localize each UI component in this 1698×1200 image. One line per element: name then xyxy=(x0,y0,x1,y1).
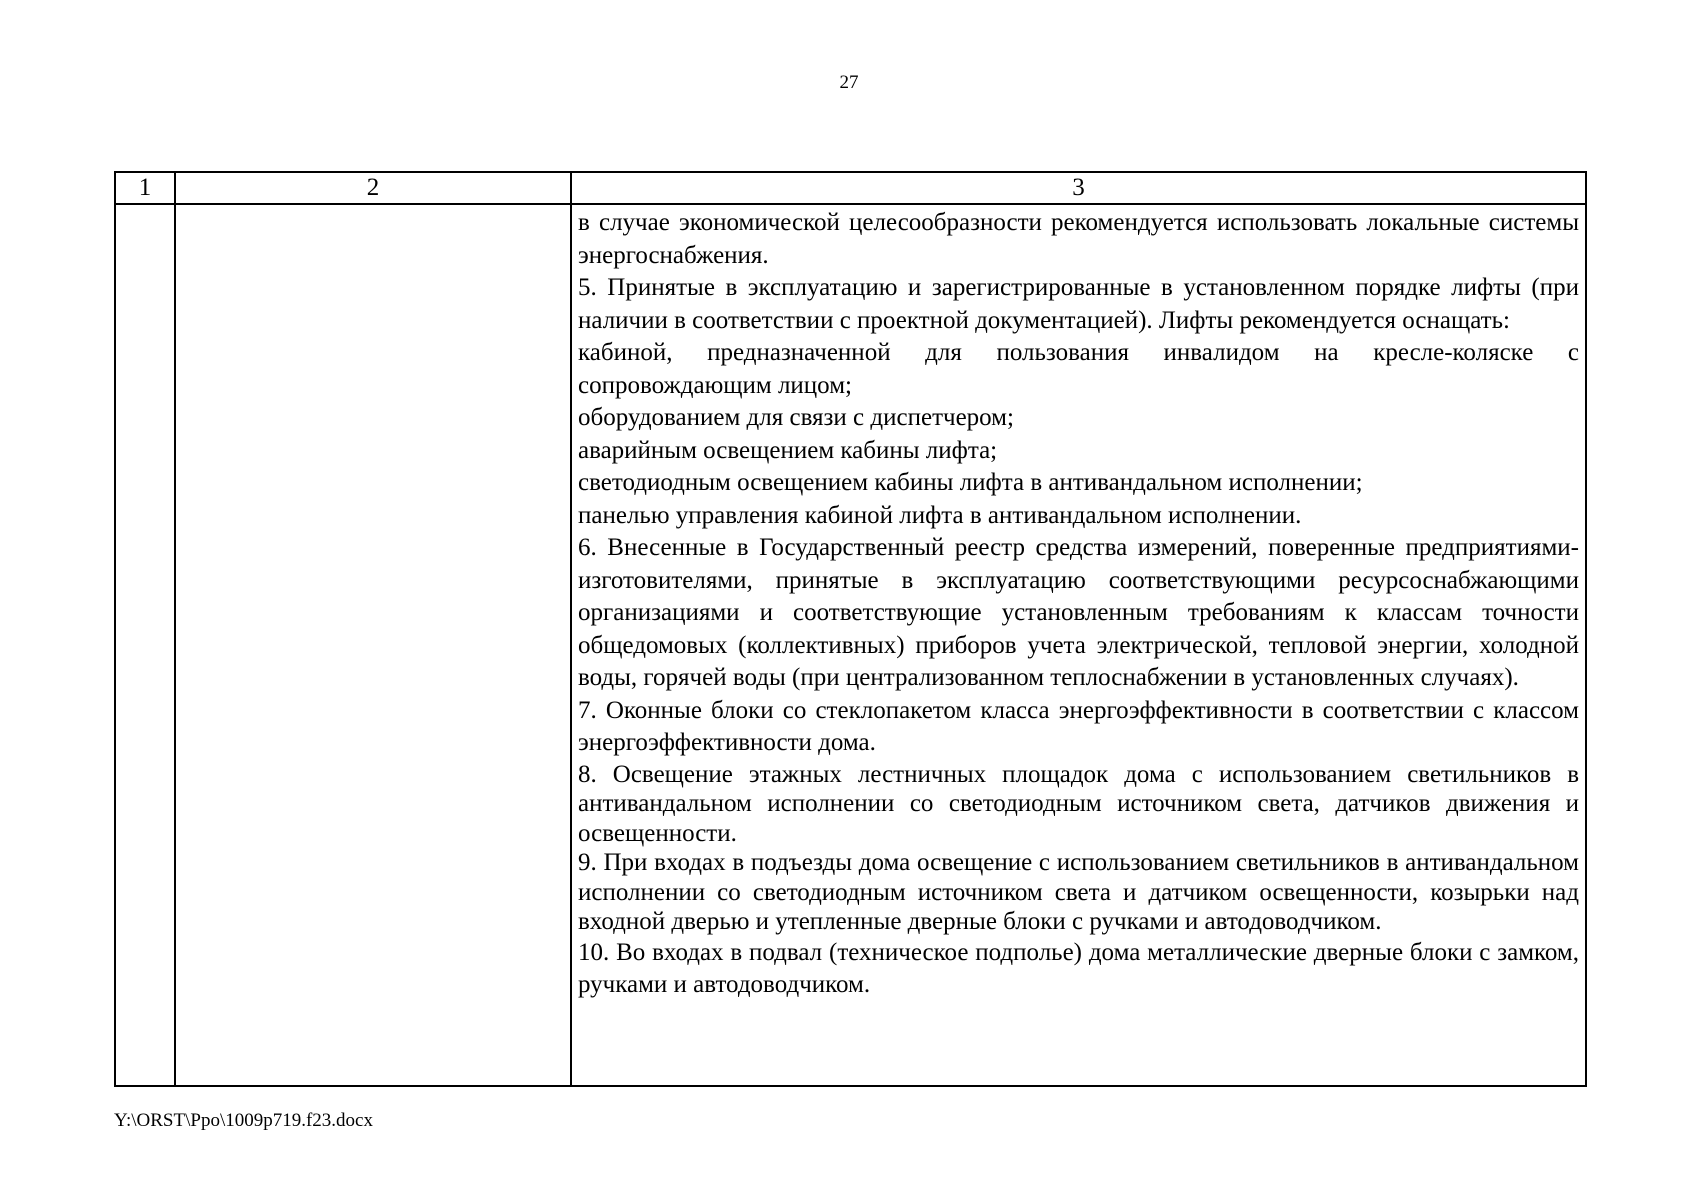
paragraph-emergency-lighting: аварийным освещением кабины лифта; xyxy=(578,436,998,464)
paragraph-item-5-lifts: 5. Принятые в эксплуатацию и зарегистрированные в установленном порядке лифты (при наличии в соответствии с проектной документацией). Лифты рекомендуется оснащать: xyxy=(578,274,1579,334)
table-header-row xyxy=(115,172,1586,204)
paragraph-led-lighting: светодиодным освещением кабины лифта в антивандальном исполнении; xyxy=(578,469,1363,496)
table-row xyxy=(115,204,1586,1086)
cell-col2 xyxy=(175,204,571,1086)
column-header-1: 1 xyxy=(115,172,175,204)
paragraph-lift-cabin: кабиной, предназначенной для пользования инвалидом на кресле-коляске с сопровождающим лицом; xyxy=(578,339,1579,399)
paragraph-item-9-entrances: 9. При входах в подъезды дома освещение с использованием светильников в антивандальном исполнении со светодиодным источником света и датчиком освещенности, козырьки над входной дверью и утепленные дверные блоки с ручками и автодоводчиком. xyxy=(578,849,1579,935)
column-header-2: 2 xyxy=(175,172,571,204)
paragraph-item-8-stair-lighting: 8. Освещение этажных лестничных площадок дома с использованием светильников в антивандальном исполнении со светодиодным источником света, датчиков движения и освещенности. xyxy=(578,760,1579,847)
footer-file-path: Y:\ORST\Ppo\1009p719.f23.docx xyxy=(114,1110,373,1131)
paragraph-dispatcher-link: оборудованием для связи с диспетчером; xyxy=(578,404,1014,431)
paragraph-local-energy: в случае экономической целесообразности рекомендуется использовать локальные системы энергоснабжения. xyxy=(578,209,1579,269)
column-header-3: 3 xyxy=(571,172,1586,204)
page-number: 27 xyxy=(839,72,859,93)
paragraph-control-panel: панелью управления кабиной лифта в антивандальном исполнении. xyxy=(578,501,1302,529)
paragraph-item-7-windows: 7. Оконные блоки со стеклопакетом класса энергоэффективности в соответствии с классом энергоэффективности дома. xyxy=(578,696,1579,756)
paragraph-item-10-basement: 10. Во входах в подвал (техническое подполье) дома металлические дверные блоки с замком, ручками и автодоводчиком. xyxy=(578,938,1579,998)
cell-col3-content xyxy=(571,204,1586,1086)
cell-col1 xyxy=(115,204,175,1086)
paragraph-item-6-meters: 6. Внесенные в Государственный реестр средства измерений, поверенные предприятиями-изготовителями, принятые в эксплуатацию соответствующими ресурсоснабжающими организациями и соответствующие установленным требованиям к классам точности общедомовых (коллективных) приборов учета электрической, тепловой энергии, холодной воды, горячей воды (при централизованном теплоснабжении в установленных случаях). xyxy=(578,534,1579,691)
requirements-table xyxy=(114,171,1587,1087)
